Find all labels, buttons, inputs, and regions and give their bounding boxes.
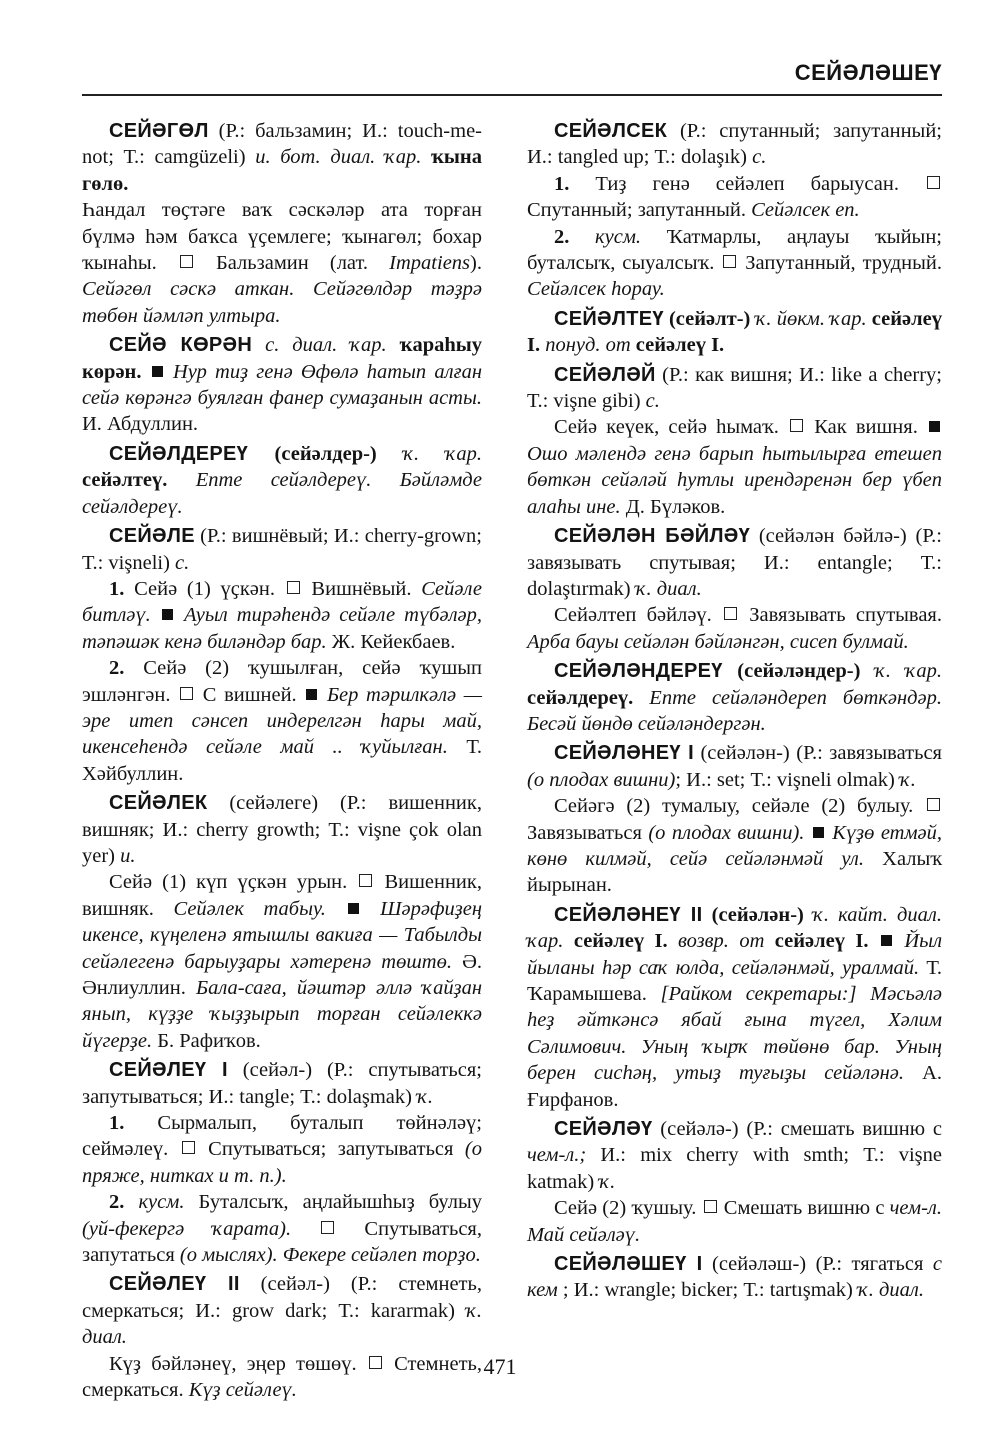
headword: СЕЙӘЛЕК bbox=[109, 792, 208, 815]
entry-seyalanew-2: СЕЙӘЛӘНЕҮ II (сейәлән-) ҡ. кайт. диал. ҡар. сейәлеү I. возвр. от сейәлеү I. Йыл йыланы һәр саҡ юлда, сейәләнмәй, уралмай. Т. Ҡарамышева. [Райком секретары:] Мәсьәлә һеҙ әйткәнсә ябай ғына түгел, Хәлим Сәлимович. Уның ҡырҡ төйөнө бар. Уның берен сисһәң, утыҙ туғыҙы сейәләнә. А. Ғирфанов. bbox=[527, 903, 943, 1111]
entry-seyagol: СЕЙӘГӨЛ (Р.: бальзамин; И.: touch-me-not; Т.: camgüzeli) и. бот. диал. ҡар. ҡына гөлө. bbox=[82, 120, 482, 195]
translation-box-icon bbox=[704, 1200, 717, 1213]
right-column bbox=[527, 118, 942, 1304]
example-square-icon bbox=[152, 366, 163, 377]
entry-seyalashew-1: СЕЙӘЛӘШЕҮ I (сейәләш-) (Р.: тягаться с кем ; И.: wrangle; bicker; Т.: tartışmak) ҡ. диал. bbox=[527, 1253, 942, 1302]
entry-seyalaw: СЕЙӘЛӘҮ (сейәлә-) (Р.: смешать вишню с чем-л.; И.: mix cherry with smth; Т.: vişne katmak) ҡ. bbox=[527, 1118, 942, 1193]
translation-box-icon bbox=[287, 581, 300, 594]
headword: СЕЙӘЛӘҮ bbox=[554, 1118, 653, 1141]
headword: СЕЙӘ КӨРӘН bbox=[109, 334, 253, 357]
entry-seyalanew-1: СЕЙӘЛӘНЕҮ I (сейәлән-) (Р.: завязываться (о плодах вишни); И.: set; Т.: vişneli olmak) ҡ. bbox=[527, 742, 942, 791]
headword: СЕЙӘЛСЕК bbox=[554, 120, 668, 142]
translation-box-icon bbox=[180, 687, 193, 700]
entry-seyalew-1: СЕЙӘЛЕҮ I (сейәл-) (Р.: спутываться; запутываться; И.: tangle; Т.: dolaşmak) ҡ. bbox=[82, 1059, 482, 1108]
entry-definition: Күҙ бәйләнеү, эңер төшөү. Стемнеть, смеркаться. Күҙ сейәлеү. bbox=[82, 1352, 482, 1402]
translation-box-icon bbox=[927, 798, 940, 811]
sense-1: 1. Сейә (1) үҫкән. Вишнёвый. Сейәле битләү. Ауыл тирәһендә сейәле түбәләр, тәпәшәк кенә биләндәр бар. Ж. Кейекбаев. bbox=[82, 577, 483, 653]
running-header bbox=[82, 58, 942, 96]
headword: СЕЙӘЛӘН БӘЙЛӘҮ bbox=[554, 525, 751, 548]
translation-box-icon bbox=[723, 255, 736, 268]
left-column bbox=[82, 118, 482, 1404]
entry-seyaltew: СЕЙӘЛТЕҮ (сейәлт-) ҡ. йөкм. ҡар. сейәлеү I. понуд. от сейәлеү I. bbox=[527, 307, 942, 357]
example-square-icon bbox=[306, 689, 317, 700]
entry-seyalderew: СЕЙӘЛДЕРЕҮ (сейәлдер-) ҡ. ҡар. сейәлтеү. Епте сейәлдереү. Бәйләмде сейәлдереү. bbox=[82, 442, 482, 518]
entry-definition: Сейәгә (2) тумалыу, сейәле (2) булыу. Завязываться (о плодах вишни). Күҙө етмәй, көнө килмәй, сейә сейәләнмәй ул. Халыҡ йырынан. bbox=[527, 795, 943, 897]
headword: СЕЙӘЛӘЙ bbox=[554, 363, 656, 386]
headword: СЕЙӘЛӘНЕҮ II bbox=[554, 903, 703, 926]
example-square-icon bbox=[813, 827, 824, 838]
sense-1: 1. Тиҙ генә сейәлеп барыусан. Спутанный; запутанный. Сейәлсек еп. bbox=[527, 171, 942, 224]
headword: СЕЙӘЛӘШЕҮ I bbox=[554, 1253, 703, 1276]
entry-seya-koran: СЕЙӘ КӨРӘН с. диал. ҡар. ҡараһыу көрән. Нур тиҙ генә Өфөлә һатып алған сейә көрәнгә буялған фанер сумаҙанын асты. И. Абдуллин. bbox=[82, 334, 483, 436]
entry-seyalek: СЕЙӘЛЕК (сейәлеге) (Р.: вишенник, вишняк; И.: cherry growth; Т.: vişne çok olan yer) и. bbox=[82, 792, 482, 867]
headword: СЕЙӘГӨЛ bbox=[109, 120, 209, 142]
example-square-icon bbox=[348, 903, 359, 914]
headword: СЕЙӘЛТЕҮ bbox=[554, 307, 664, 330]
entry-definition: Һандал төҫтәге ваҡ сәскәләр ата торған бүлмә һәм баҡса үҫемлеге; ҡынагөл; бохар ҡынаһы. Бальзамин (лат. Impatiens). Сейәгөл сәскә аткан. Сейәгөлдәр тәҙрә төбөн йәмләп ултыра. bbox=[82, 199, 482, 327]
headword: СЕЙӘЛӘНДЕРЕҮ bbox=[554, 660, 723, 683]
page-number: 471 bbox=[483, 1354, 517, 1379]
headword: СЕЙӘЛЕҮ I bbox=[109, 1059, 228, 1082]
entry-definition: Сейә (2) ҡушыу. Смешать вишню с чем-л. Май сейәләү. bbox=[527, 1197, 942, 1246]
entry-seyalsek: СЕЙӘЛСЕК (Р.: спутанный; запутанный; И.: tangled up; Т.: dolaşık) с. bbox=[527, 120, 942, 169]
entry-definition: Сейә кеүек, сейә һымаҡ. Как вишня. Ошо мәлендә генә барып һытылырға етешеп бөткән сейәләй һутлы ирендәренән бер үбеп алаһы ине. Д. Бүләков. bbox=[527, 416, 942, 518]
sense-1: 1. Сырмалып, буталып төйнәләү; сеймәлеү. Спутываться; запутываться (о пряже, нитках и т. п.). bbox=[82, 1112, 482, 1187]
headword: СЕЙӘЛӘНЕҮ I bbox=[554, 742, 694, 765]
sense-2: 2. кусм. Буталсыҡ, аңлайышһыҙ булыу (уй-фекергә ҡарата). Спутываться, запутаться (о мыслях). Фекере сейәлеп торҙо. bbox=[82, 1191, 483, 1267]
entry-definition: Сейәлтеп бәйләү. Завязывать спутывая. Арба бауы сейәлән бәйләнгән, сисеп булмай. bbox=[527, 604, 942, 653]
translation-box-icon bbox=[182, 1141, 195, 1154]
translation-box-icon bbox=[724, 607, 737, 620]
entry-seyalay: СЕЙӘЛӘЙ (Р.: как вишня; И.: like a cherry; Т.: vişne gibi) с. bbox=[527, 363, 942, 413]
entry-definition: Сейә (1) күп үҫкән урын. Вишенник, вишняк. Сейәлек табыу. Шәрәфиҙең икенсе, күңеленә ятышлы вакиға — Табылды сейәлегенә барыуҙары хәтеренә төштө. Ә. Әнлиуллин. Бала-саға, йәштәр әллә ҡайҙан янып, күҙҙе ҡыҙҙырып торған сейәлеккә йүгерҙе. Б. Рафиҡов. bbox=[82, 871, 483, 1052]
entry-seyalew-2: СЕЙӘЛЕҮ II (сейәл-) (Р.: стемнеть, смеркаться; И.: grow dark; Т.: kararmak) ҡ. диал. bbox=[82, 1273, 482, 1349]
entry-seyalan-baylaw: СЕЙӘЛӘН БӘЙЛӘҮ (сейәлән бәйлә-) (Р.: завязывать спутывая; И.: entangle; Т.: dolaştırmak) ҡ. диал. bbox=[527, 525, 942, 600]
example-square-icon bbox=[929, 421, 940, 432]
translation-box-icon bbox=[321, 1221, 334, 1234]
example-square-icon bbox=[162, 609, 173, 620]
headword: СЕЙӘЛДЕРЕҮ bbox=[109, 442, 249, 465]
example-square-icon bbox=[881, 935, 892, 946]
running-head-title: СЕЙӘЛӘШЕҮ bbox=[794, 60, 942, 85]
headword: СЕЙӘЛЕ bbox=[109, 525, 195, 548]
sense-2: 2. кусм. Ҡатмарлы, аңлауы ҡыйын; буталсыҡ, сыуалсыҡ. Запутанный, трудный. Сейәлсек һорау. bbox=[527, 225, 942, 301]
translation-box-icon bbox=[927, 176, 940, 189]
entry-seyalanderew: СЕЙӘЛӘНДЕРЕҮ (сейәләндер-) ҡ. ҡар. сейәлдереү. Епте сейәләндереп бөткәндәр. Бесәй йөндө сейәләндергән. bbox=[527, 660, 942, 735]
sense-2: 2. Сейә (2) ҡушылған, сейә ҡушып эшләнгән. С вишней. Бер тәрилкәлә — эре итеп сәнсеп индерелгән һары май, икенсеһендә сейәле май .. ҡуйылған. Т. Хәйбуллин. bbox=[82, 657, 482, 785]
translation-box-icon bbox=[359, 874, 372, 887]
translation-box-icon bbox=[790, 419, 803, 432]
translation-box-icon bbox=[180, 255, 193, 268]
entry-seyale: СЕЙӘЛЕ (Р.: вишнёвый; И.: cherry-grown; Т.: vişneli) с. bbox=[82, 525, 482, 574]
headword: СЕЙӘЛЕҮ II bbox=[109, 1273, 240, 1296]
